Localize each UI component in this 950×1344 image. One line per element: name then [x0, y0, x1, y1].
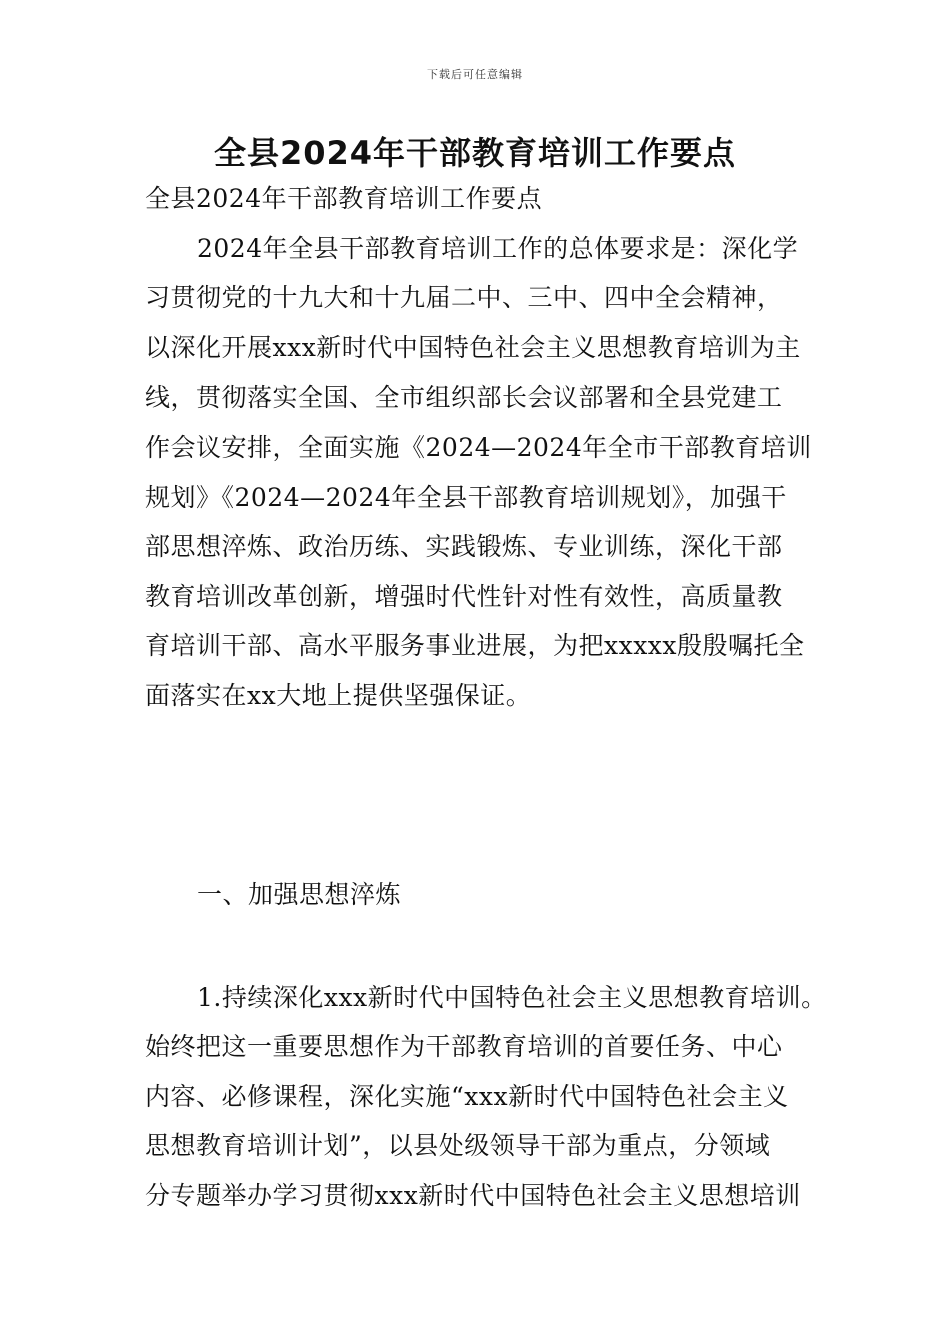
paragraph-line: 以深化开展xxx新时代中国特色社会主义思想教育培训为主 [145, 333, 801, 362]
subtitle: 全县2024年干部教育培训工作要点 [145, 184, 543, 213]
paragraph-line: 教育培训改革创新，增强时代性针对性有效性，高质量教 [145, 582, 783, 611]
paragraph-line: 内容、必修课程，深化实施“xxx新时代中国特色社会主义 [145, 1082, 789, 1111]
document-title: 全县2024年干部教育培训工作要点 [213, 134, 737, 172]
paragraph-line: 1.持续深化xxx新时代中国特色社会主义思想教育培训。 [197, 983, 827, 1012]
paragraph-line: 作会议安排，全面实施《2024—2024年全市干部教育培训 [145, 433, 812, 462]
paragraph-line: 线，贯彻落实全国、全市组织部长会议部署和全县党建工 [145, 383, 783, 412]
paragraph-line: 部思想淬炼、政治历练、实践锻炼、专业训练，深化干部 [145, 532, 783, 561]
paragraph-line: 规划》《2024—2024年全县干部教育培训规划》，加强干 [145, 483, 787, 512]
paragraph-line: 思想教育培训计划”，以县处级领导干部为重点，分领域 [145, 1131, 771, 1160]
paragraph-line: 育培训干部、高水平服务事业进展，为把xxxxx殷殷嘱托全 [145, 631, 805, 660]
paragraph-line: 分专题举办学习贯彻xxx新时代中国特色社会主义思想培训 [145, 1181, 801, 1210]
paragraph-line: 习贯彻党的十九大和十九届二中、三中、四中全会精神， [145, 283, 783, 312]
paragraph-line: 面落实在xx大地上提供坚强保证。 [145, 681, 532, 710]
section-heading: 一、加强思想淬炼 [197, 880, 402, 909]
header-note: 下载后可任意编辑 [427, 68, 523, 81]
paragraph-line: 始终把这一重要思想作为干部教育培训的首要任务、中心 [145, 1032, 783, 1061]
paragraph-line: 2024年全县干部教育培训工作的总体要求是：深化学 [197, 234, 799, 263]
